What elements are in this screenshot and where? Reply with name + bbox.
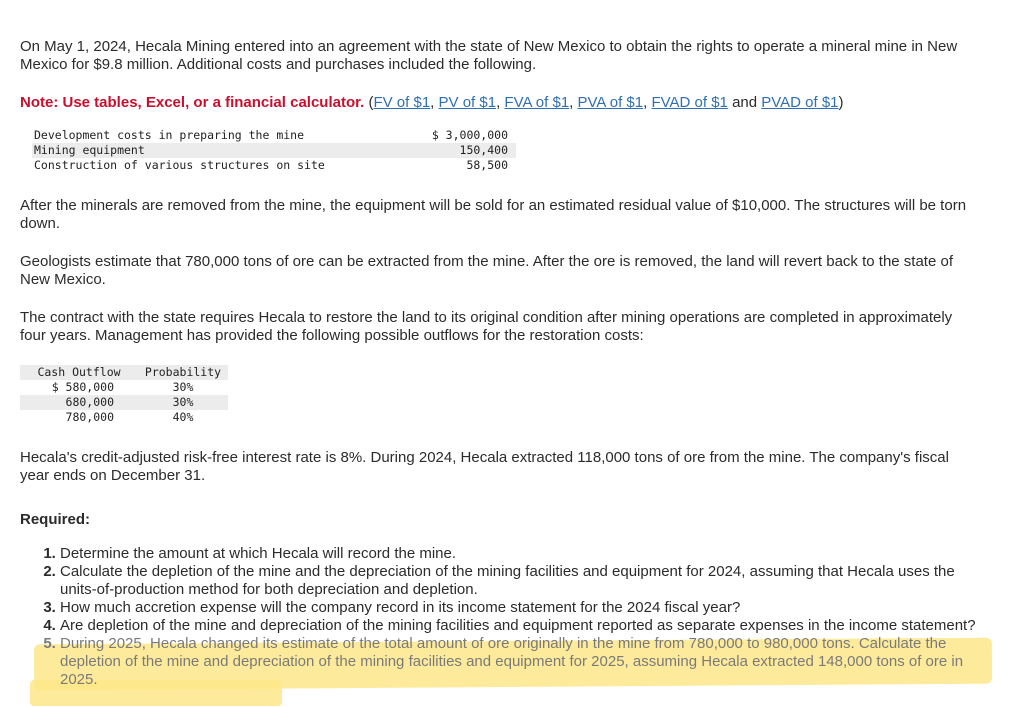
list-item-highlighted: 5. During 2025, Hecala changed its estimate of the total amount of ore originally in the mine from 780,000 to 980,000 tons. Calculate the depletion of the mine and depreciation of the mining facilities and equipment for 2025, assuming Hecala extracted 148,000 tons of ore in 2025. — [60, 635, 980, 689]
residual-paragraph: After the minerals are removed from the mine, the equipment will be sold for an estimated residual value of $10,000. The structures will be torn down. — [20, 197, 967, 232]
required-list — [20, 545, 980, 689]
list-item: 3. How much accretion expense will the company record in its income statement for the 2024 fiscal year? — [60, 599, 980, 617]
link-fv[interactable]: FV of $1 — [373, 94, 431, 111]
list-item: 1. Determine the amount at which Hecala will record the mine. — [60, 545, 980, 563]
note-line: Note: Use tables, Excel, or a financial calculator. (FV of $1, PV of $1, FVA of $1, PVA of $1, FVAD of $1 and PVAD of $1) — [20, 94, 844, 111]
table-row: $ 580,000 30% — [51, 380, 194, 394]
link-fvad[interactable]: FVAD of $1 — [651, 94, 728, 111]
table-row: Mining equipment 150,400 — [32, 143, 516, 158]
table-header-row: Cash Outflow Probability — [20, 365, 228, 380]
problem-document — [20, 34, 980, 689]
link-fva[interactable]: FVA of $1 — [504, 94, 570, 111]
list-item: 4. Are depletion of the mine and depreciation of the mining facilities and equipment reported as separate expenses in the income statement? — [60, 617, 980, 635]
intro-paragraph: On May 1, 2024, Hecala Mining entered into an agreement with the state of New Mexico to obtain the rights to operate a mineral mine in New Mexico for $9.8 million. Additional costs and purchases included the following. — [20, 38, 958, 73]
link-pv[interactable]: PV of $1 — [438, 94, 497, 111]
contract-paragraph: The contract with the state requires Hecala to restore the land to its original condition after mining operations are completed in approximately four years. Management has provided the following possible outflows for the restoration costs: — [20, 309, 953, 344]
interest-rate-paragraph: Hecala's credit-adjusted risk-free interest rate is 8%. During 2024, Hecala extracted 118,000 tons of ore from the mine. The company's fiscal year ends on December 31. — [20, 449, 949, 484]
geologists-paragraph: Geologists estimate that 780,000 tons of ore can be extracted from the mine. After the ore is removed, the land will revert back to the state of New Mexico. — [20, 253, 953, 288]
costs-table — [32, 128, 516, 173]
required-heading: Required: — [20, 511, 91, 528]
note-label: Note: Use tables, Excel, or a financial calculator. — [20, 94, 365, 111]
link-pva[interactable]: PVA of $1 — [577, 94, 644, 111]
table-row: 780,000 40% — [65, 410, 194, 424]
link-pvad[interactable]: PVAD of $1 — [761, 94, 839, 111]
table-row: Development costs in preparing the mine $ 3,000,000 — [34, 128, 508, 142]
table-row: 680,000 30% — [20, 395, 228, 410]
list-item: 2. Calculate the depletion of the mine and the depreciation of the mining facilities and equipment for 2024, assuming that Hecala uses the units-of-production method for both depreciation and depletion. — [60, 563, 980, 599]
outflows-table — [20, 365, 228, 425]
table-row: Construction of various structures on site 58,500 — [34, 158, 508, 172]
